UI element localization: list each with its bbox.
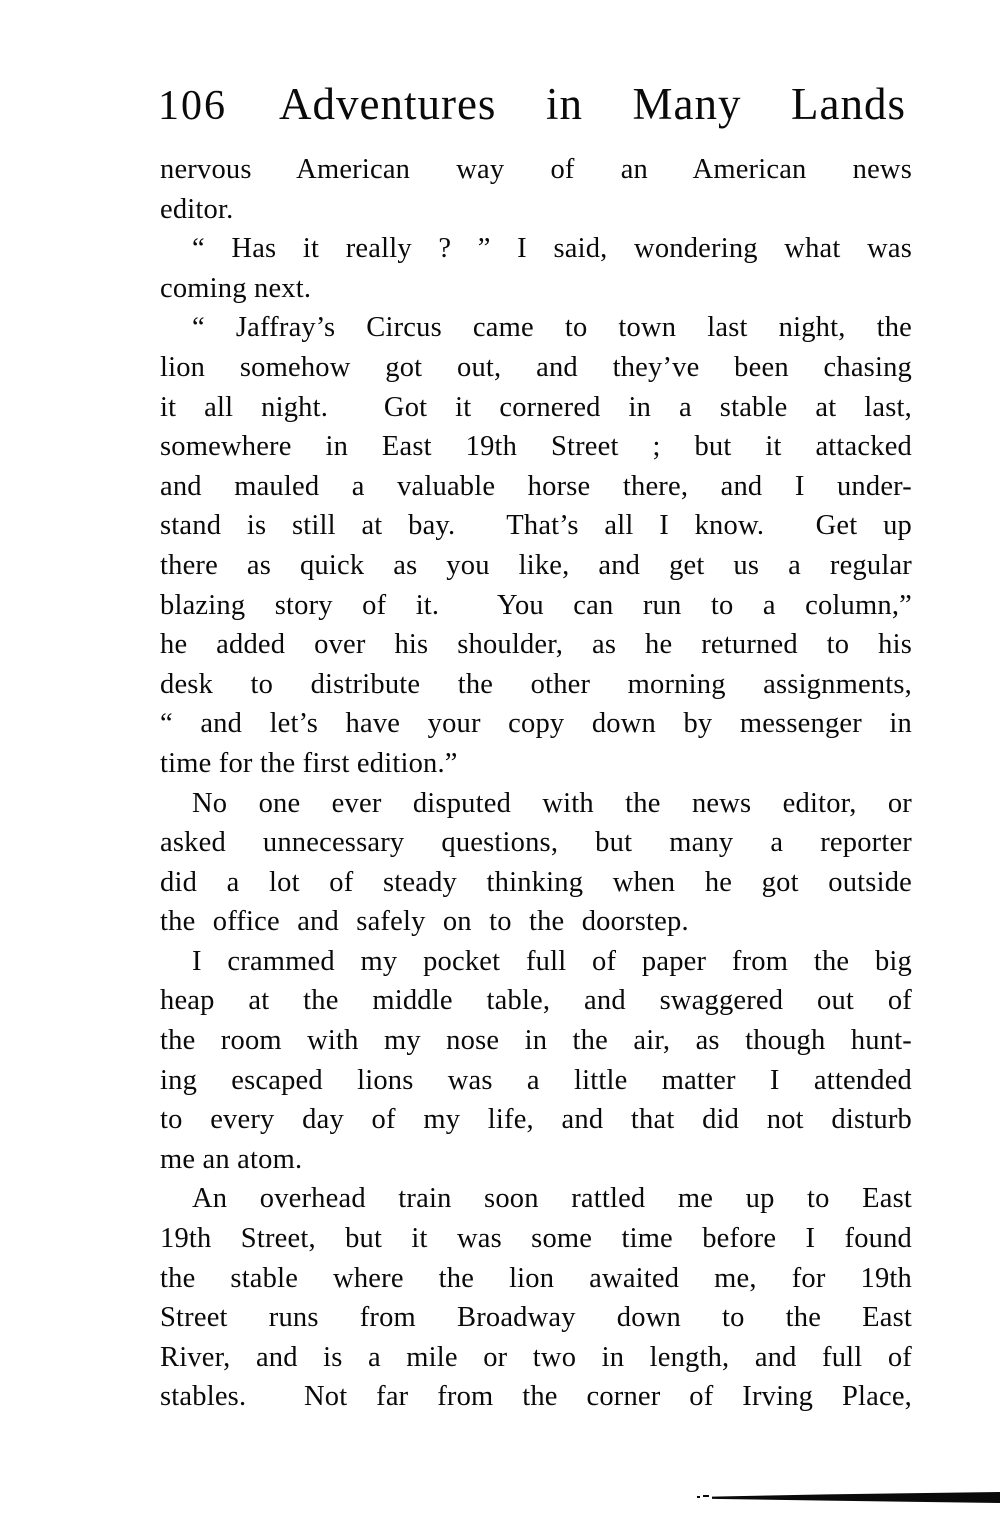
text-line: did a lot of steady thinking when he got outside [160, 866, 912, 898]
text-line: desk to distribute the other morning assignments, [160, 668, 912, 700]
text-line: blazing story of it. You can run to a column,” [160, 589, 912, 621]
text-line: lion somehow got out, and they’ve been chasing [160, 351, 912, 383]
text-block [160, 150, 912, 1417]
text-line: editor. [160, 193, 234, 225]
text-line: “ Jaffray’s Circus came to town last night, the [192, 312, 912, 344]
text-line: I crammed my pocket full of paper from the big [192, 945, 912, 977]
text-line: stand is still at bay. That’s all I know. Get up [160, 510, 912, 542]
text-line: it all night. Got it cornered in a stable at last, [160, 391, 912, 423]
text-line: he added over his shoulder, as he returned to his [160, 629, 912, 661]
text-line: the office and safely on to the doorstep. [160, 906, 689, 938]
running-header [158, 80, 906, 129]
scan-smudge-dot [697, 1496, 700, 1498]
text-line: and mauled a valuable horse there, and I under- [160, 470, 912, 502]
scan-smudge-bar [712, 1492, 1000, 1503]
text-line: stables. Not far from the corner of Irving Place, [160, 1381, 912, 1413]
page-number: 106 [158, 83, 227, 129]
text-line: “ Has it really ? ” I said, wondering what was [192, 233, 912, 265]
text-line: to every day of my life, and that did not disturb [160, 1104, 912, 1136]
text-line: River, and is a mile or two in length, and full of [160, 1341, 912, 1373]
text-line: asked unnecessary questions, but many a reporter [160, 827, 912, 859]
text-line: somewhere in East 19th Street ; but it attacked [160, 431, 912, 463]
text-line: time for the first edition.” [160, 747, 458, 779]
text-line: “ and let’s have your copy down by messenger in [160, 708, 912, 740]
text-line: me an atom. [160, 1143, 303, 1175]
text-line: ing escaped lions was a little matter I attended [160, 1064, 912, 1096]
text-line: Street runs from Broadway down to the East [160, 1302, 912, 1334]
text-line: An overhead train soon rattled me up to East [192, 1183, 912, 1215]
text-line: 19th Street, but it was some time before I found [160, 1223, 912, 1255]
scan-smudge-dot [703, 1495, 709, 1497]
text-line: the stable where the lion awaited me, for 19th [160, 1262, 912, 1294]
text-line: No one ever disputed with the news editor, or [192, 787, 912, 819]
page-title: Adventures in Many Lands [279, 79, 906, 129]
text-line: the room with my nose in the air, as though hunt- [160, 1025, 912, 1057]
text-line: coming next. [160, 272, 312, 304]
text-line: there as quick as you like, and get us a regular [160, 549, 912, 581]
text-line: heap at the middle table, and swaggered out of [160, 985, 912, 1017]
text-line: nervous American way of an American news [160, 154, 912, 185]
